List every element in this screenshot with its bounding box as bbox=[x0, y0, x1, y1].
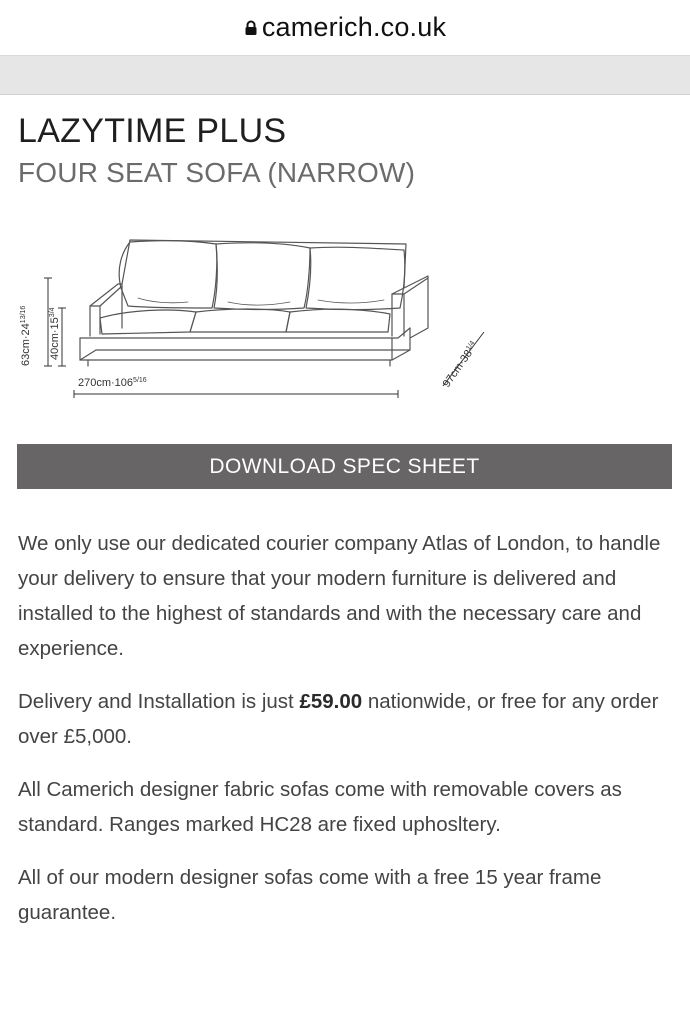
delivery-info bbox=[18, 526, 668, 948]
address-wrap bbox=[244, 12, 446, 43]
delivery-text-before: Delivery and Installation is just bbox=[18, 690, 300, 713]
sofa-dimension-drawing bbox=[18, 228, 498, 408]
sofa-line-drawing bbox=[80, 240, 428, 366]
courier-paragraph: We only use our dedicated courier company Atlas of London, to handle your delivery to ensure that your modern furniture is delivered and installed to the highest of standards and with the necessary care and experience. bbox=[18, 532, 661, 660]
delivery-text-after: nationwide, or free for any order over £5,000. bbox=[18, 690, 659, 748]
url-text[interactable]: camerich.co.uk bbox=[261, 12, 447, 42]
site-header-strip bbox=[0, 56, 690, 95]
width-label: $270cm\cdot 106^{5/16}$ bbox=[78, 377, 147, 389]
depth-label: $97cm\cdot 38^{1/4}$ bbox=[440, 339, 477, 390]
download-spec-sheet-button[interactable]: DOWNLOAD SPEC SHEET bbox=[17, 444, 672, 489]
delivery-price: £59.00 bbox=[299, 690, 363, 713]
width-dimension-line bbox=[74, 390, 398, 398]
browser-address-bar[interactable] bbox=[0, 0, 690, 56]
page-subtitle: FOUR SEAT SOFA (NARROW) bbox=[18, 157, 416, 188]
covers-paragraph: All Camerich designer fabric sofas come with removable covers as standard. Ranges marked HC28 are fixed uphosltery. bbox=[18, 778, 622, 836]
lock-icon bbox=[244, 20, 258, 36]
page-title: LAZYTIME PLUS bbox=[18, 112, 287, 150]
height-label: $63cm\cdot 24^{13/16}$ bbox=[20, 305, 32, 366]
delivery-price-paragraph bbox=[18, 684, 668, 754]
seat-height-label: $40cm\cdot 15^{3/4}$ bbox=[49, 307, 61, 360]
guarantee-paragraph: All of our modern designer sofas come with a free 15 year frame guarantee. bbox=[18, 866, 602, 924]
